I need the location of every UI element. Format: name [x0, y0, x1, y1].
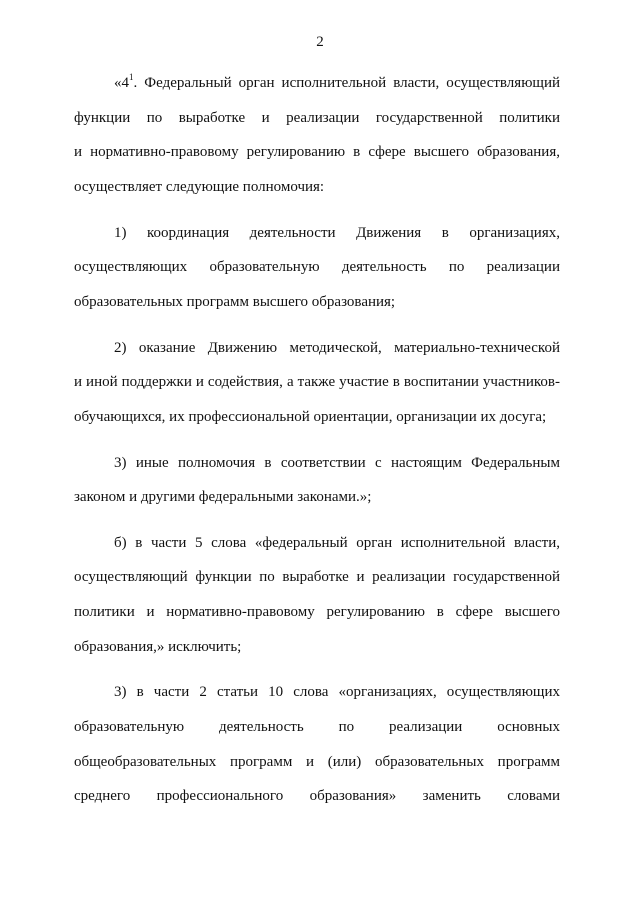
text-line: функции по выработке и реализации государственной политики — [74, 109, 560, 126]
page-number: 2 — [316, 34, 324, 50]
text-line: осуществляет следующие полномочия: — [74, 178, 325, 195]
paragraph-article-4-1 — [74, 66, 560, 204]
superscript: 1 — [129, 72, 134, 82]
text-line: образовательную деятельность по реализации основных — [74, 719, 560, 736]
text-line: и нормативно-правовому регулированию в сфере высшего образования, — [74, 144, 560, 161]
text-line: 1) координация деятельности Движения в организациях, — [114, 224, 560, 241]
text-line: 3) в части 2 статьи 10 слова «организациях, осуществляющих — [114, 684, 560, 701]
text-line: законом и другими федеральными законами.»; — [74, 489, 372, 506]
document-body — [74, 66, 560, 825]
text-fragment: «4 — [114, 75, 129, 91]
text-line — [74, 66, 560, 101]
text-line: образовательных программ высшего образования; — [74, 293, 396, 310]
text-line: образования,» исключить; — [74, 638, 242, 655]
paragraph-item-3-article-10 — [74, 675, 560, 813]
text-line: 3) иные полномочия в соответствии с настоящим Федеральным — [114, 454, 560, 471]
text-fragment: . Федеральный орган исполнительной власти, осуществляющий — [133, 75, 560, 91]
text-line: политики и нормативно-правовому регулированию в сфере высшего — [74, 604, 560, 621]
paragraph-item-3 — [74, 446, 560, 515]
text-line: общеобразовательных программ и (или) образовательных программ — [74, 753, 560, 770]
paragraph-item-b — [74, 526, 560, 664]
text-line: среднего профессионального образования» заменить словами — [74, 788, 560, 805]
text-line: и иной поддержки и содействия, а также участие в воспитании участников- — [74, 374, 560, 391]
text-line: 2) оказание Движению методической, материально-технической — [114, 339, 560, 356]
paragraph-item-2 — [74, 331, 560, 435]
text-line: б) в части 5 слова «федеральный орган исполнительной власти, — [114, 534, 560, 551]
text-line: обучающихся, их профессиональной ориентации, организации их досуга; — [74, 408, 547, 425]
text-line: осуществляющих образовательную деятельность по реализации — [74, 259, 560, 276]
paragraph-item-1 — [74, 216, 560, 320]
text-line: осуществляющий функции по выработке и реализации государственной — [74, 569, 560, 586]
